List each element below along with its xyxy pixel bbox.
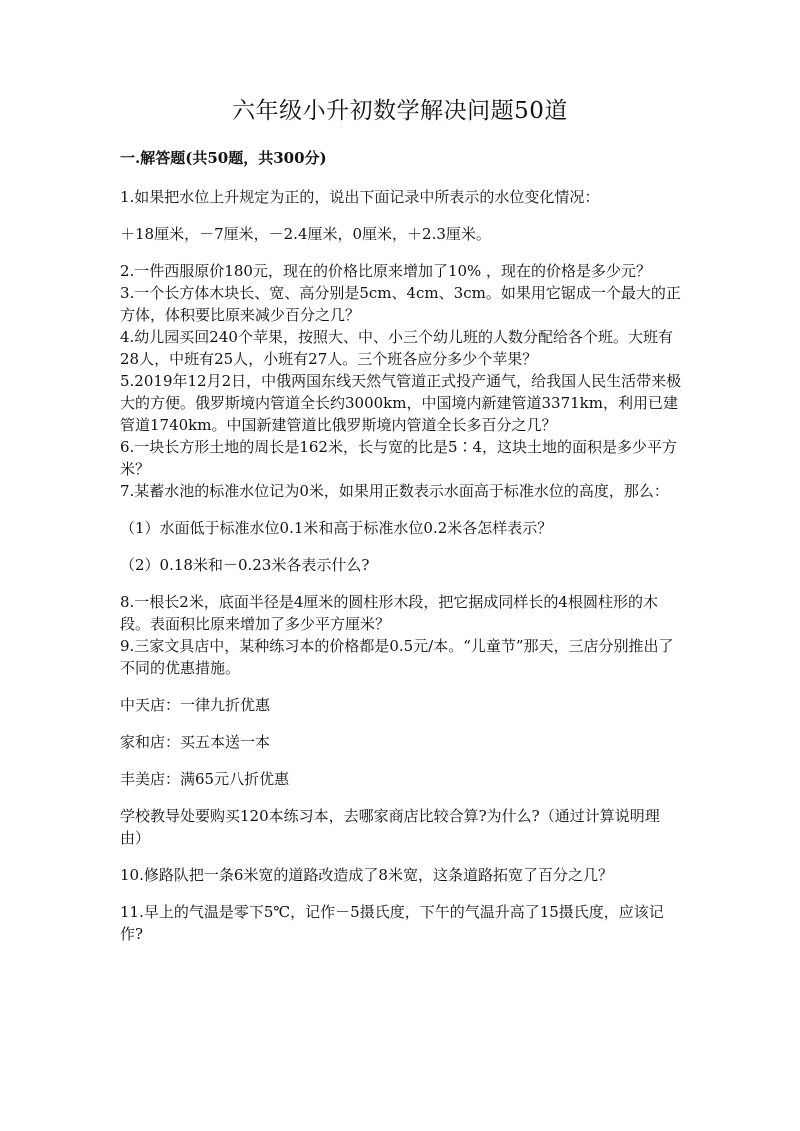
question-5: 5.2019年12月2日，中俄两国东线天然气管道正式投产通气，给我国人民生活带来极大的方便。俄罗斯境内管道全长约3000km，中国境内新建管道3371km，利用已建管道1740km。中国新建管道比俄罗斯境内管道全长多百分之几？ [120, 372, 682, 434]
question-9-ask: 学校教导处要购买120本练习本，去哪家商店比较合算?为什么?（通过计算说明理由） [120, 807, 660, 847]
question-2: 2.一件西服原价180元，现在的价格比原来增加了10% ，现在的价格是多少元？ [120, 262, 652, 280]
question-8: 8.一根长2米，底面半径是4厘米的圆柱形木段，把它据成同样长的4根圆柱形的木段。表面积比原来增加了多少平方厘米？ [120, 593, 658, 633]
question-9-store-2: 家和店：买五本送一本 [120, 733, 271, 751]
question-7-part-1: （1）水面低于标准水位0.1米和高于标准水位0.2米各怎样表示？ [120, 519, 553, 537]
question-7-part-2: （2）0.18米和－0.23米各表示什么? [120, 556, 370, 574]
question-4: 4.幼儿园买回240个苹果，按照大、中、小三个幼儿班的人数分配给各个班。大班有28人，中班有25人，小班有27人。三个班各应分多少个苹果？ [120, 328, 673, 368]
question-9-store-3: 丰美店：满65元八折优惠 [120, 770, 290, 788]
question-9-store-1: 中天店：一律九折优惠 [120, 696, 271, 714]
question-6: 6.一块长方形土地的周长是162米，长与宽的比是5∶4，这块土地的面积是多少平方米？ [120, 438, 678, 478]
question-1: 1.如果把水位上升规定为正的，说出下面记录中所表示的水位变化情况： [120, 188, 600, 206]
page-title: 六年级小升初数学解决问题50道 [232, 98, 568, 124]
question-7: 7.某蓄水池的标准水位记为0米，如果用正数表示水面高于标准水位的高度，那么： [120, 482, 669, 500]
section-heading: 一.解答题(共50题，共300分) [120, 149, 327, 167]
question-list [120, 186, 682, 945]
question-3: 3.一个长方体木块长、宽、高分别是5cm、4cm、3cm。如果用它锯成一个最大的正方体，体积要比原来减少百分之几？ [120, 284, 681, 324]
question-10: 10.修路队把一条6米宽的道路改造成了8米宽，这条道路拓宽了百分之几？ [120, 866, 613, 884]
question-9: 9.三家文具店中，某种练习本的价格都是0.5元/本。“儿童节”那天，三店分别推出了不同的优惠措施。 [120, 637, 674, 677]
question-1-values: ＋18厘米，－7厘米，－2.4厘米，0厘米，＋2.3厘米。 [120, 225, 491, 243]
question-11: 11.早上的气温是零下5℃，记作－5摄氏度，下午的气温升高了15摄氏度，应该记作? [120, 903, 664, 943]
